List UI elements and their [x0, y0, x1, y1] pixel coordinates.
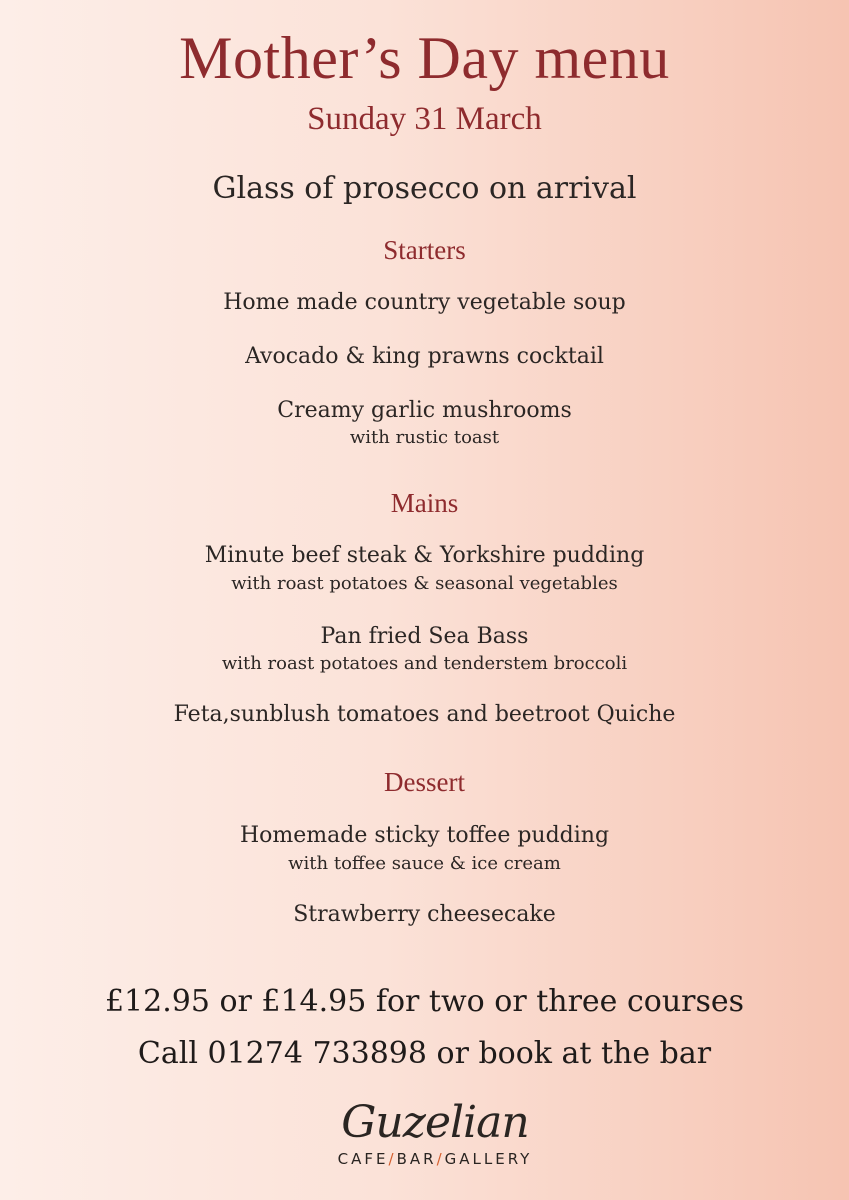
starter-item: Home made country vegetable soup — [223, 290, 626, 315]
main-item: Pan fried Sea Bass — [320, 624, 529, 649]
logo-sub-cafe: CAFE — [337, 1150, 389, 1168]
dessert-heading: Dessert — [384, 767, 465, 797]
logo-wordmark: Guzelian — [341, 1097, 529, 1148]
starter-item: Creamy garlic mushrooms — [277, 398, 572, 423]
main-item: Feta,sunblush tomatoes and beetroot Quiche — [173, 702, 676, 727]
logo-sub-gallery: GALLERY — [444, 1150, 533, 1168]
dessert-item: Homemade sticky toffee pudding — [239, 823, 610, 848]
booking-line: Call 01274 733898 or book at the bar — [137, 1036, 712, 1071]
starter-item: Avocado & king prawns cocktail — [245, 344, 604, 369]
mains-heading: Mains — [390, 488, 459, 518]
event-date: Sunday 31 March — [307, 101, 542, 137]
starters-heading: Starters — [383, 235, 466, 265]
pricing-line: £12.95 or £14.95 for two or three courses — [104, 984, 745, 1019]
logo-subtitle: CAFE/BAR/GALLERY — [337, 1150, 533, 1168]
main-item-note: with roast potatoes & seasonal vegetables — [231, 573, 618, 594]
page-title: Mother’s Day menu — [179, 25, 670, 91]
dessert-item-note: with toffee sauce & ice cream — [288, 853, 561, 874]
guzelian-logo — [320, 1098, 550, 1178]
welcome-drink: Glass of prosecco on arrival — [212, 171, 637, 206]
dessert-item: Strawberry cheesecake — [293, 902, 556, 927]
logo-sub-bar: BAR — [396, 1150, 437, 1168]
main-item-note: with roast potatoes and tenderstem broccoli — [221, 653, 628, 674]
starter-item-note: with rustic toast — [349, 427, 500, 448]
main-item: Minute beef steak & Yorkshire pudding — [204, 543, 645, 568]
